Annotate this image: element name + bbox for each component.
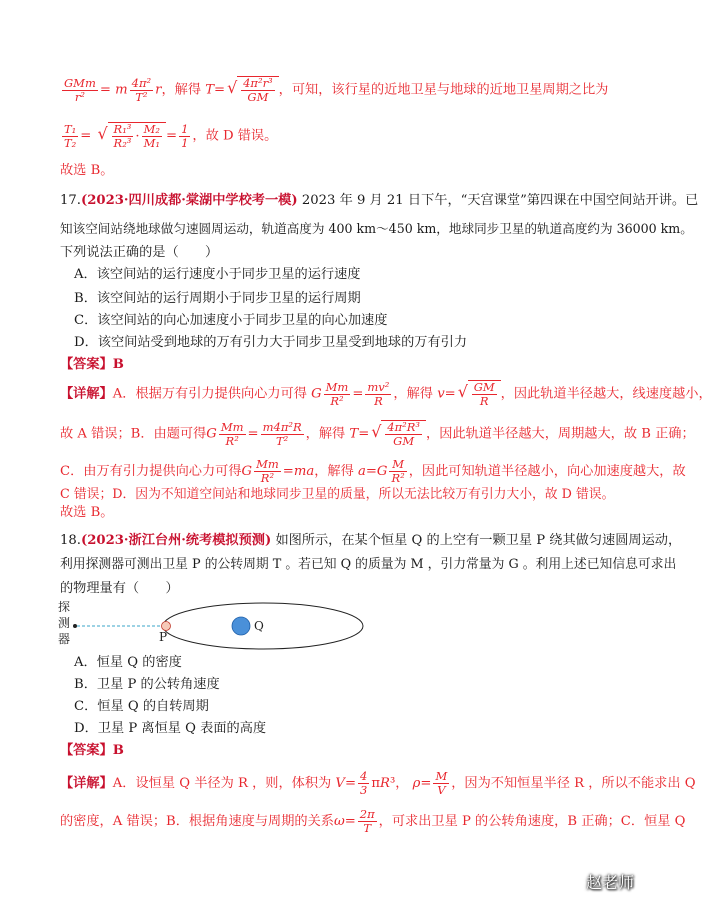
question-number: 18. (60, 533, 81, 548)
answer-tag: 【答案】 (60, 743, 113, 758)
q17-detail-line-1: 【详解】A．根据万有引力提供向心力可得 G $\frac{Mm}{\text{R²}}$ = $\frac{\text{mv²}}{R}$ ，解得 v= √ $\frac{GM}{R}$ ，因此轨道半径越大，线速度越小， (60, 380, 600, 408)
top-conclusion: 故选 B。 (60, 163, 114, 178)
detector-label-2: 测 (58, 616, 71, 630)
q18-option-b: B．卫星 P 的公转角速度 (74, 677, 220, 692)
q18-detail-line-2: 的密度，A 错误；B．根据角速度与周期的关系ω= $\frac{2\pi}{T}$ ，可求出卫星 P 的公转角速度，B 正确；C．恒星 Q (60, 807, 686, 835)
q17-option-a: A．该空间站的运行速度小于同步卫星的运行速度 (74, 267, 361, 282)
result-text: ，可知，该行星的近地卫星与地球的近地卫星周期之比为 (278, 82, 609, 98)
star-q (232, 617, 250, 635)
formula-line-2: $\frac{\text{T₁}}{\text{T₂}}$ = √ $\frac{\text{R₁³}}{\text{R₂³}}$ · $\frac{\text{M₂}}{\text{M₁}}$ = $\frac{1}{1}$ ，故 D 错误。 (60, 122, 600, 150)
q17-answer (60, 356, 600, 374)
watermark-text: 赵老师 (585, 873, 634, 892)
q18-stem-line-3: 的物理量有（ ） (60, 581, 179, 596)
question-source: (2023·浙江台州·统考模拟预测) (80, 533, 272, 548)
orbit-diagram (55, 600, 385, 650)
q18-option-a: A．恒星 Q 的密度 (74, 655, 182, 670)
detector-point (73, 624, 77, 628)
q17-option-d: D．该空间站受到地球的万有引力大于同步卫星受到地球的万有引力 (74, 335, 468, 350)
q17-detail-line-3: C．由万有引力提供向心力可得G $\frac{Mm}{\text{R²}}$ =ma，解得 a=G $\frac{M}{\text{R²}}$ ，因此可知轨道半径越小，向心加速度越大，故 (60, 457, 686, 485)
answer-value: B (112, 357, 124, 372)
q17-detail-line-2: 故 A 错误；B．由题可得G $\frac{Mm}{\text{R²}}$ = $\frac{\text{m4π²R}}{\text{T²}}$ ，解得 T= √ $\frac{\text{4π²R³}}{GM}$ ，因此轨道半径越大，周期越大，故 B 正确； (60, 420, 600, 448)
q18-option-d: D．卫星 P 离恒星 Q 表面的高度 (74, 721, 267, 736)
question-source: (2023·四川成都·棠湖中学校考一模) (80, 193, 298, 208)
question-stem: 如图所示，在某个恒星 Q 的上空有一颗卫星 P 绕其做匀速圆周运动， (275, 533, 682, 548)
star-q-label: Q (254, 619, 264, 633)
detector-label-1: 探 (58, 600, 71, 614)
q18-stem-line-1 (60, 532, 682, 550)
q18-stem-line-2: 利用探测器可测出卫星 P 的公转周期 T 。若已知 Q 的质量为 M ，引力常量为 G 。利用上述已知信息可求出 (60, 557, 677, 572)
detector-label-3: 器 (58, 632, 71, 646)
solve-label: ，解得 (161, 82, 202, 98)
fraction: $\frac{\text{GMm}}{\text{r²}}$ (64, 75, 96, 104)
q18-option-c: C．恒星 Q 的自转周期 (74, 699, 209, 714)
detail-tag: 【详解】 (60, 386, 113, 402)
q18-detail-line-1: 【详解】A．设恒星 Q 半径为 R ，则，体积为 V= $\frac{4}{3}$ πR³， ρ= $\frac{M}{V}$ ，因为不知恒星半径 R ，所以不能求出 Q (60, 769, 696, 797)
q17-stem-line-1 (60, 192, 699, 210)
q17-detail-line-4: C 错误；D．因为不知道空间站和地球同步卫星的质量，所以无法比较万有引力大小，故 D 错误。 (60, 487, 615, 502)
question-number: 17. (60, 193, 81, 208)
q17-stem-line-2: 知该空间站绕地球做匀速圆周运动，轨道高度为 400 km～450 km，地球同步卫星的轨道高度约为 36000 km。 (60, 221, 693, 236)
q18-answer (60, 742, 600, 760)
answer-value: B (112, 743, 124, 758)
question-stem: 2023 年 9 月 21 日下午，“天宫课堂”第四课在中国空间站开讲。已 (301, 193, 699, 208)
answer-tag: 【答案】 (60, 357, 113, 372)
detail-tag: 【详解】 (60, 776, 113, 791)
q17-stem-line-3: 下列说法正确的是（ ） (60, 245, 219, 260)
q17-option-c: C．该空间站的向心加速度小于同步卫星的向心加速度 (74, 313, 388, 328)
satellite-p-label: P (159, 630, 168, 644)
q17-option-b: B．该空间站的运行周期小于同步卫星的运行周期 (74, 291, 361, 306)
q17-conclusion: 故选 B。 (60, 505, 114, 520)
formula-line-1: $\frac{\text{GMm}}{\text{r²}}$ = m $\frac{\text{4π²}}{\text{T²}}$ r，解得 T= √ $\frac{\text{4π²r³}}{GM}$ ，可知，该行星的近地卫星与地球的近地卫星周期之比为 (60, 76, 600, 104)
ratio-tail: ，故 D 错误。 (192, 128, 278, 144)
